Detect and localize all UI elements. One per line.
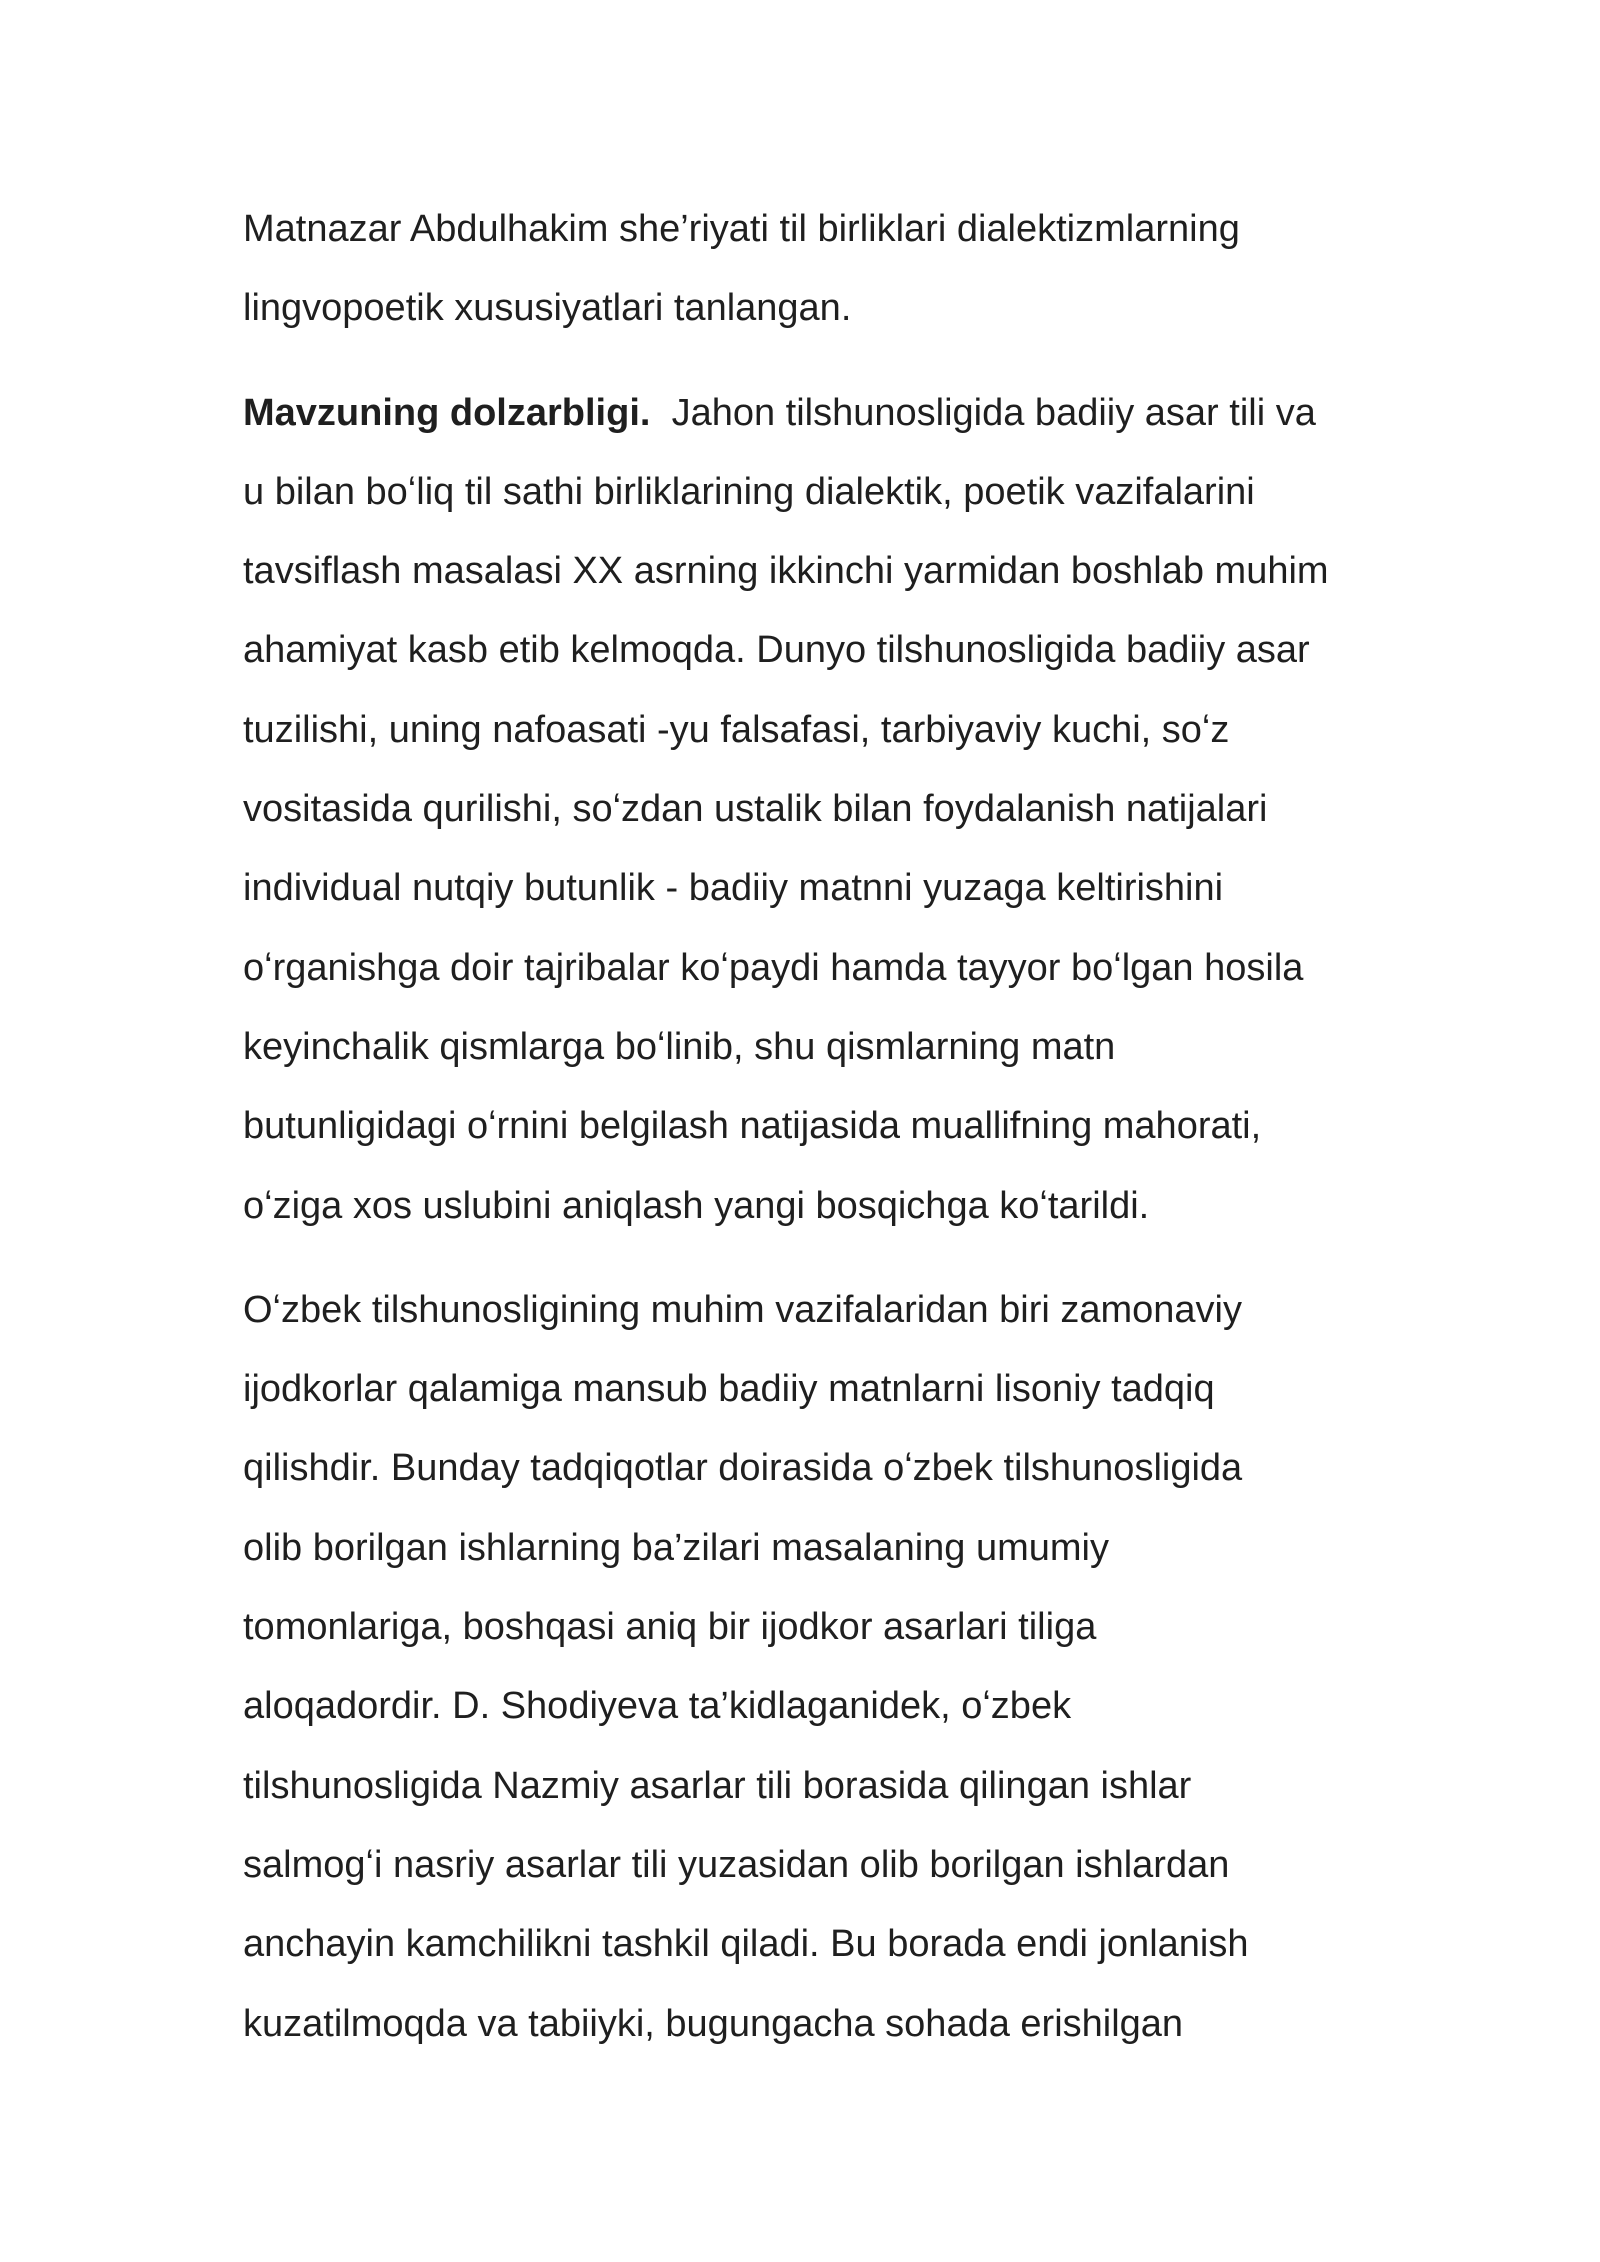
text-line: u bilan boʻliq til sathi birliklarining dialektik, poetik vazifalarini — [243, 470, 1255, 513]
text-line: qilishdir. Bunday tadqiqotlar doirasida oʻzbek tilshunosligida — [243, 1447, 1243, 1490]
text-line: individual nutqiy butunlik - badiiy matnni yuzaga keltirishini — [243, 867, 1224, 910]
text-line: tomonlariga, boshqasi aniq bir ijodkor asarlari tiliga — [243, 1606, 1097, 1649]
text-line: oʻziga xos uslubini aniqlash yangi bosqichga koʻtarildi. — [243, 1184, 1150, 1227]
text-line: aloqadordir. D. Shodiyeva ta’kidlaganidek, oʻzbek — [243, 1685, 1072, 1728]
document-body — [243, 190, 1383, 2064]
text-line: Oʻzbek tilshunosligining muhim vazifalaridan biri zamonaviy — [243, 1288, 1243, 1331]
text-line — [243, 374, 1383, 453]
text-line: tilshunosligida Nazmiy asarlar tili borasida qilingan ishlar — [243, 1764, 1192, 1807]
uzbek-linguistics-paragraph — [243, 1271, 1383, 2064]
text-line: anchayin kamchilikni tashkil qiladi. Bu borada endi jonlanish — [243, 1923, 1249, 1966]
text-line: lingvopoetik xususiyatlari tanlangan. — [243, 287, 852, 330]
text-line: ahamiyat kasb etib kelmoqda. Dunyo tilshunosligida badiiy asar — [243, 629, 1310, 672]
heading-followup-text: Jahon tilshunosligida badiiy asar tili va — [671, 391, 1316, 434]
intro-paragraph — [243, 190, 1383, 349]
text-line: tavsiflash masalasi XX asrning ikkinchi yarmidan boshlab muhim — [243, 550, 1329, 593]
text-line: vositasida qurilishi, soʻzdan ustalik bilan foydalanish natijalari — [243, 788, 1268, 831]
text-line: ijodkorlar qalamiga mansub badiiy matnlarni lisoniy tadqiq — [243, 1368, 1215, 1411]
text-line: butunligidagi oʻrnini belgilash natijasida muallifning mahorati, — [243, 1105, 1262, 1148]
text-line: Matnazar Abdulhakim she’riyati til birliklari dialektizmlarning — [243, 208, 1240, 250]
text-line: salmogʻi nasriy asarlar tili yuzasidan olib borilgan ishlardan — [243, 1843, 1230, 1886]
text-line: oʻrganishga doir tajribalar koʻpaydi hamda tayyor boʻlgan hosila — [243, 946, 1304, 989]
text-line: keyinchalik qismlarga boʻlinib, shu qismlarning matn — [243, 1025, 1116, 1068]
text-line: olib borilgan ishlarning ba’zilari masalaning umumiy — [243, 1526, 1109, 1569]
text-line: tuzilishi, uning nafoasati -yu falsafasi, tarbiyaviy kuchi, soʻz — [243, 708, 1230, 751]
relevance-paragraph — [243, 374, 1383, 1246]
text-line: kuzatilmoqda va tabiiyki, bugungacha sohada erishilgan — [243, 2002, 1184, 2045]
section-heading: Mavzuning dolzarbligi. — [243, 391, 651, 434]
